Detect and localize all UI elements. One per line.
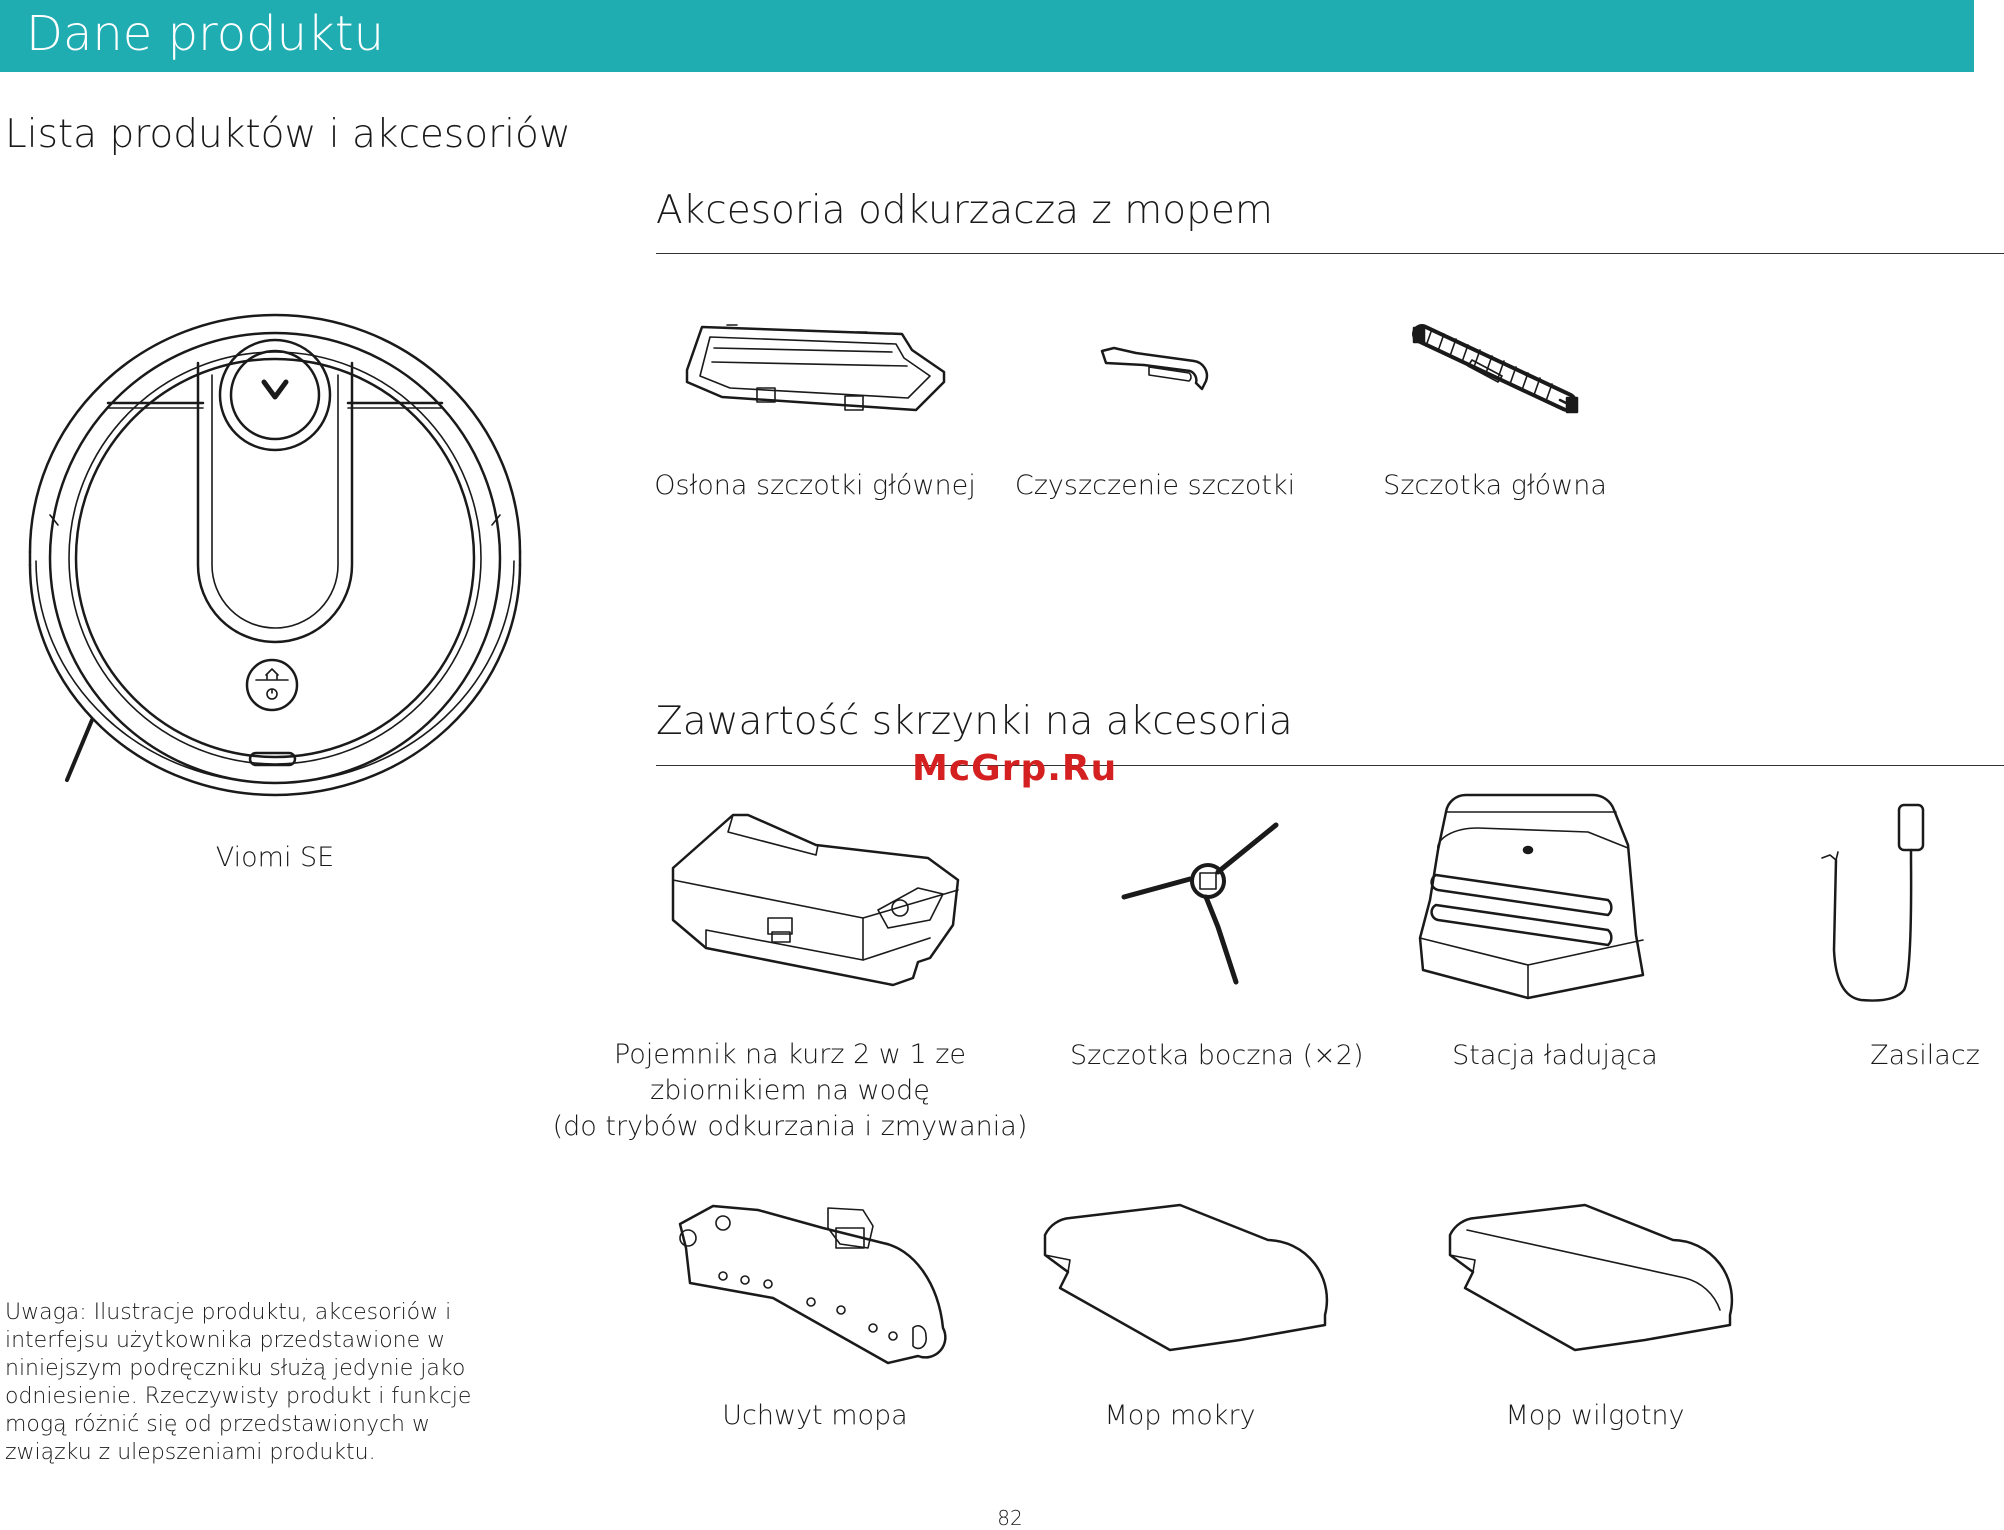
- page-number: 82: [997, 1506, 1023, 1530]
- charging-dock-label: Stacja ładująca: [1452, 1040, 1658, 1071]
- mop-holder-label: Uchwyt mopa: [722, 1400, 908, 1431]
- brush-cover-label: Osłona szczotki głównej: [654, 470, 976, 501]
- mop-holder-icon: [668, 1198, 953, 1368]
- page-title: Dane produktu: [26, 6, 385, 62]
- section-title: Lista produktów i akcesoriów: [5, 112, 571, 157]
- damp-mop-label: Mop wilgotny: [1505, 1400, 1685, 1431]
- brush-cover-icon: [682, 322, 952, 432]
- power-adapter-label: Zasilacz: [1870, 1040, 1980, 1071]
- side-brush-icon: [1118, 817, 1288, 992]
- dust-bin-label-line: (do trybów odkurzania i zmywania): [552, 1111, 1028, 1142]
- note-line: odniesienie. Rzeczywisty produkt i funkcje: [5, 1384, 472, 1409]
- note-line: interfejsu użytkownika przedstawione w: [5, 1328, 446, 1353]
- main-brush-icon: [1412, 324, 1582, 420]
- disclaimer-note: [5, 1299, 475, 1467]
- dust-bin-label: [540, 1037, 1040, 1145]
- box-contents-divider: [656, 765, 2004, 766]
- cleaning-tool-icon: [1094, 343, 1214, 398]
- note-line: mogą różnić się od przedstawionych w: [5, 1412, 430, 1437]
- mop-accessories-title: Akcesoria odkurzacza z mopem: [656, 188, 1273, 233]
- dust-bin-label-line: Pojemnik na kurz 2 w 1 ze: [613, 1039, 967, 1070]
- dust-bin-icon: [668, 810, 968, 995]
- watermark: McGrp.Ru: [912, 748, 1118, 789]
- box-contents-title: Zawartość skrzynki na akcesoria: [656, 699, 1293, 744]
- robot-vacuum-icon: [20, 315, 530, 795]
- robot-caption: Viomi SE: [215, 842, 335, 873]
- power-adapter-icon: [1816, 800, 1931, 1005]
- side-brush-label: Szczotka boczna (×2): [1070, 1040, 1364, 1071]
- main-brush-label: Szczotka główna: [1383, 470, 1607, 501]
- note-line: Uwaga: Ilustracje produktu, akcesoriów i: [5, 1300, 452, 1325]
- damp-mop-icon: [1445, 1200, 1735, 1355]
- wet-mop-icon: [1040, 1200, 1330, 1355]
- charging-dock-icon: [1418, 790, 1648, 1000]
- dust-bin-label-line: zbiornikiem na wodę: [650, 1075, 930, 1106]
- mop-accessories-divider: [656, 253, 2004, 254]
- note-line: niniejszym podręczniku służą jedynie jako: [5, 1356, 466, 1381]
- wet-mop-label: Mop mokry: [1104, 1400, 1256, 1431]
- cleaning-tool-label: Czyszczenie szczotki: [1014, 470, 1296, 501]
- note-line: związku z ulepszeniami produktu.: [5, 1440, 376, 1465]
